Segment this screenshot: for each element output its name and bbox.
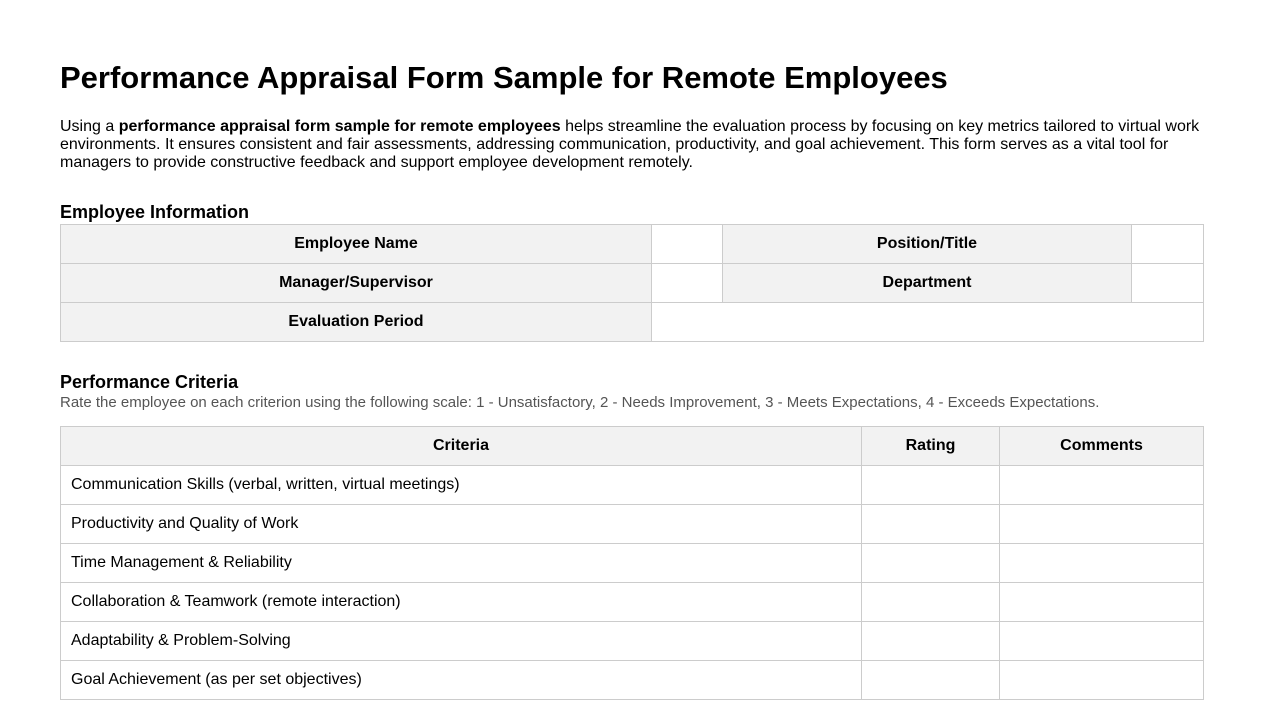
rating-cell[interactable]: [862, 466, 1000, 505]
table-row: [61, 622, 1204, 661]
rating-cell[interactable]: [862, 622, 1000, 661]
table-row: [61, 466, 1204, 505]
intro-paragraph: [60, 118, 1203, 172]
manager-supervisor-field[interactable]: [652, 264, 723, 303]
comments-cell[interactable]: [1000, 622, 1204, 661]
rating-cell[interactable]: [862, 544, 1000, 583]
rating-cell[interactable]: [862, 505, 1000, 544]
evaluation-period-label: Evaluation Period: [61, 303, 652, 342]
criteria-cell: Adaptability & Problem-Solving: [61, 622, 862, 661]
table-row: [61, 544, 1204, 583]
intro-keyword: performance appraisal form sample for remote employees: [118, 118, 561, 135]
employee-name-label: Employee Name: [61, 225, 652, 264]
employee-info-heading: Employee Information: [60, 202, 250, 222]
comments-cell[interactable]: [1000, 505, 1204, 544]
criteria-cell: Time Management & Reliability: [61, 544, 862, 583]
performance-criteria-table: [60, 426, 1204, 700]
column-header-criteria: Criteria: [61, 427, 862, 466]
evaluation-period-field[interactable]: [652, 303, 1204, 342]
intro-prefix: Using a: [60, 118, 119, 135]
department-label: Department: [723, 264, 1132, 303]
page-title: Performance Appraisal Form Sample for Remote Employees: [60, 60, 948, 95]
department-field[interactable]: [1132, 264, 1204, 303]
criteria-cell: Goal Achievement (as per set objectives): [61, 661, 862, 700]
rating-cell[interactable]: [862, 661, 1000, 700]
comments-cell[interactable]: [1000, 466, 1204, 505]
comments-cell[interactable]: [1000, 583, 1204, 622]
table-header-row: [61, 427, 1204, 466]
table-row: [61, 583, 1204, 622]
criteria-cell: Collaboration & Teamwork (remote interaction): [61, 583, 862, 622]
column-header-comments: Comments: [1000, 427, 1204, 466]
comments-cell[interactable]: [1000, 544, 1204, 583]
criteria-cell: Communication Skills (verbal, written, virtual meetings): [61, 466, 862, 505]
employee-name-field[interactable]: [652, 225, 723, 264]
table-row: [61, 264, 1204, 303]
rating-scale-note: Rate the employee on each criterion using the following scale: 1 - Unsatisfactory, 2 - Needs Improvement, 3 - Meets Expectations, 4 - Exceeds Expectations.: [60, 394, 1100, 411]
employee-info-table: [60, 224, 1204, 342]
rating-cell[interactable]: [862, 583, 1000, 622]
position-title-label: Position/Title: [723, 225, 1132, 264]
column-header-rating: Rating: [862, 427, 1000, 466]
performance-criteria-heading: Performance Criteria: [60, 372, 239, 392]
table-row: [61, 661, 1204, 700]
table-row: [61, 225, 1204, 264]
comments-cell[interactable]: [1000, 661, 1204, 700]
intro-suffix: helps streamline the evaluation process by focusing on key metrics tailored to virtual work environments. It ensures consistent and fair assessments, addressing communication, productivity, and goal achievement. This form serves as a vital tool for managers to provide constructive feedback and support employee development remotely.: [60, 118, 1200, 171]
position-title-field[interactable]: [1132, 225, 1204, 264]
table-row: [61, 505, 1204, 544]
table-row: [61, 303, 1204, 342]
criteria-cell: Productivity and Quality of Work: [61, 505, 862, 544]
manager-supervisor-label: Manager/Supervisor: [61, 264, 652, 303]
